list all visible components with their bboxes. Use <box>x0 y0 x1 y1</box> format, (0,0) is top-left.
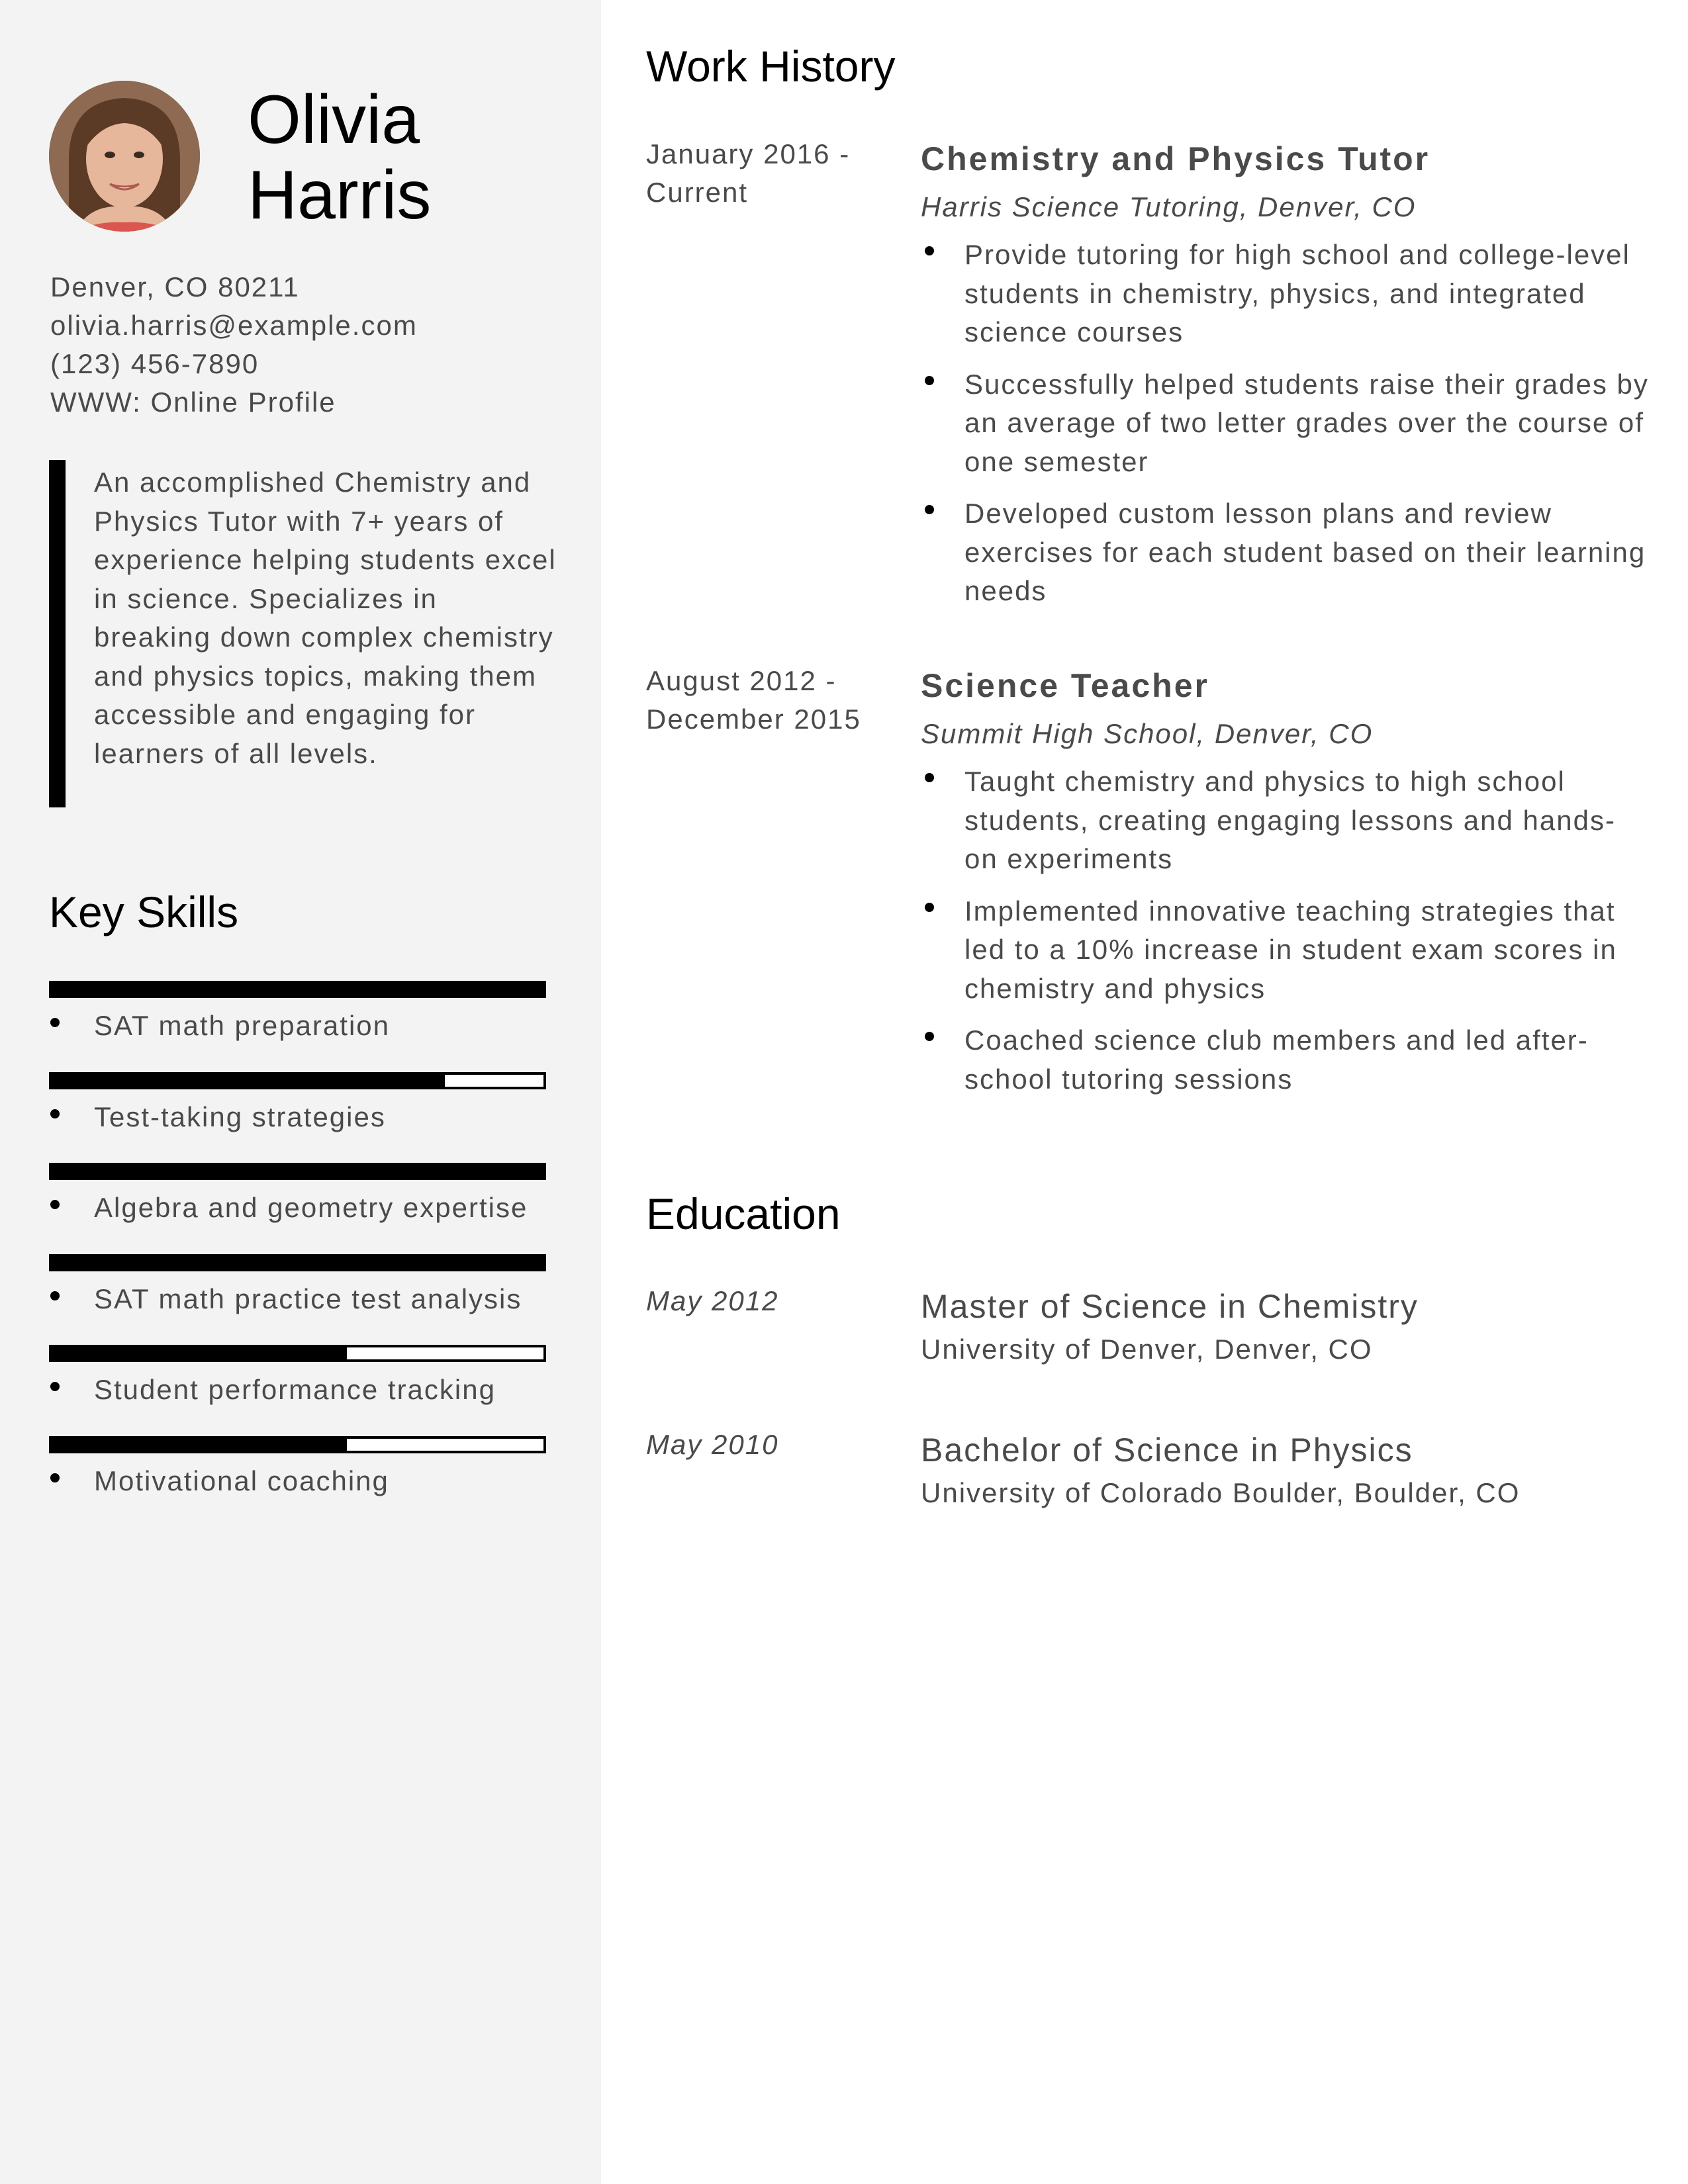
skills-list <box>49 981 546 1527</box>
skill-item <box>49 1072 546 1163</box>
job-company: Summit High School, Denver, CO <box>921 718 1374 749</box>
skill-item <box>49 1163 546 1254</box>
email-link[interactable]: olivia.harris@example.com <box>50 310 418 341</box>
bullet-icon <box>50 1291 60 1300</box>
skill-label: Algebra and geometry expertise <box>94 1192 528 1223</box>
address: Denver, CO 80211 <box>50 271 300 302</box>
skill-level-bar <box>49 1436 546 1453</box>
skill-level-fill <box>52 1257 543 1269</box>
skill-level-bar <box>49 1163 546 1180</box>
skill-level-fill <box>52 983 543 995</box>
bullet-icon <box>50 1109 60 1118</box>
skill-item <box>49 1436 546 1527</box>
job-bullet: Successfully helped students raise their grades by an average of two letter grades over the course of one semester <box>921 365 1649 482</box>
job-bullets <box>921 762 1649 1099</box>
skill-label: Motivational coaching <box>94 1465 389 1496</box>
first-name: Olivia <box>248 81 420 158</box>
skill-item <box>49 981 546 1072</box>
skills-heading: Key Skills <box>49 887 239 936</box>
education-school: University of Colorado Boulder, Boulder, CO <box>921 1477 1521 1508</box>
skill-level-fill <box>52 1165 543 1177</box>
job-bullet: Implemented innovative teaching strategies that led to a 10% increase in student exam scores in chemistry and physics <box>921 892 1649 1009</box>
skill-label: SAT math preparation <box>94 1010 390 1041</box>
candidate-name <box>248 82 431 233</box>
job-title: Science Teacher <box>921 667 1209 704</box>
last-name: Harris <box>248 157 432 234</box>
skill-level-bar <box>49 1254 546 1271</box>
summary-accent-bar <box>49 460 66 807</box>
contact-info <box>50 268 418 422</box>
job-bullets <box>921 236 1649 611</box>
education-heading: Education <box>646 1189 841 1238</box>
education-degree: Bachelor of Science in Physics <box>921 1432 1413 1469</box>
skill-level-fill <box>52 1075 445 1087</box>
job-dates: January 2016 - Current <box>646 138 851 208</box>
skill-level-bar <box>49 1345 546 1362</box>
bullet-icon <box>50 1200 60 1209</box>
skill-level-fill <box>52 1347 347 1359</box>
avatar-photo-icon <box>49 81 200 232</box>
skill-item <box>49 1345 546 1436</box>
website-link[interactable]: WWW: Online Profile <box>50 387 336 418</box>
job-dates: August 2012 - December 2015 <box>646 665 861 735</box>
job-company: Harris Science Tutoring, Denver, CO <box>921 191 1417 222</box>
job-bullet: Developed custom lesson plans and review exercises for each student based on their learning needs <box>921 494 1649 611</box>
professional-summary: An accomplished Chemistry and Physics Tutor with 7+ years of experience helping students excel in science. Specializes in breaking down complex chemistry and physics topics, making them accessible and engaging for learners of all levels. <box>94 467 557 769</box>
education-date: May 2012 <box>646 1285 779 1316</box>
avatar <box>49 81 200 232</box>
education-school: University of Denver, Denver, CO <box>921 1334 1373 1365</box>
work-history-heading: Work History <box>646 42 896 91</box>
job-bullet: Provide tutoring for high school and college-level students in chemistry, physics, and integrated science courses <box>921 236 1649 352</box>
skill-label: SAT math practice test analysis <box>94 1283 522 1314</box>
phone: (123) 456-7890 <box>50 348 259 379</box>
skill-level-fill <box>52 1439 347 1451</box>
bullet-icon <box>50 1382 60 1391</box>
job-title: Chemistry and Physics Tutor <box>921 140 1430 177</box>
bullet-icon <box>50 1473 60 1482</box>
skill-item <box>49 1254 546 1345</box>
job-bullet: Taught chemistry and physics to high school students, creating engaging lessons and hands-on experiments <box>921 762 1649 879</box>
job-bullet: Coached science club members and led after-school tutoring sessions <box>921 1021 1649 1099</box>
skill-label: Test-taking strategies <box>94 1101 386 1132</box>
skill-label: Student performance tracking <box>94 1374 496 1405</box>
education-degree: Master of Science in Chemistry <box>921 1288 1419 1325</box>
bullet-icon <box>50 1018 60 1027</box>
skill-level-bar <box>49 981 546 998</box>
skill-level-bar <box>49 1072 546 1089</box>
education-date: May 2010 <box>646 1429 779 1460</box>
sidebar <box>0 0 601 2184</box>
